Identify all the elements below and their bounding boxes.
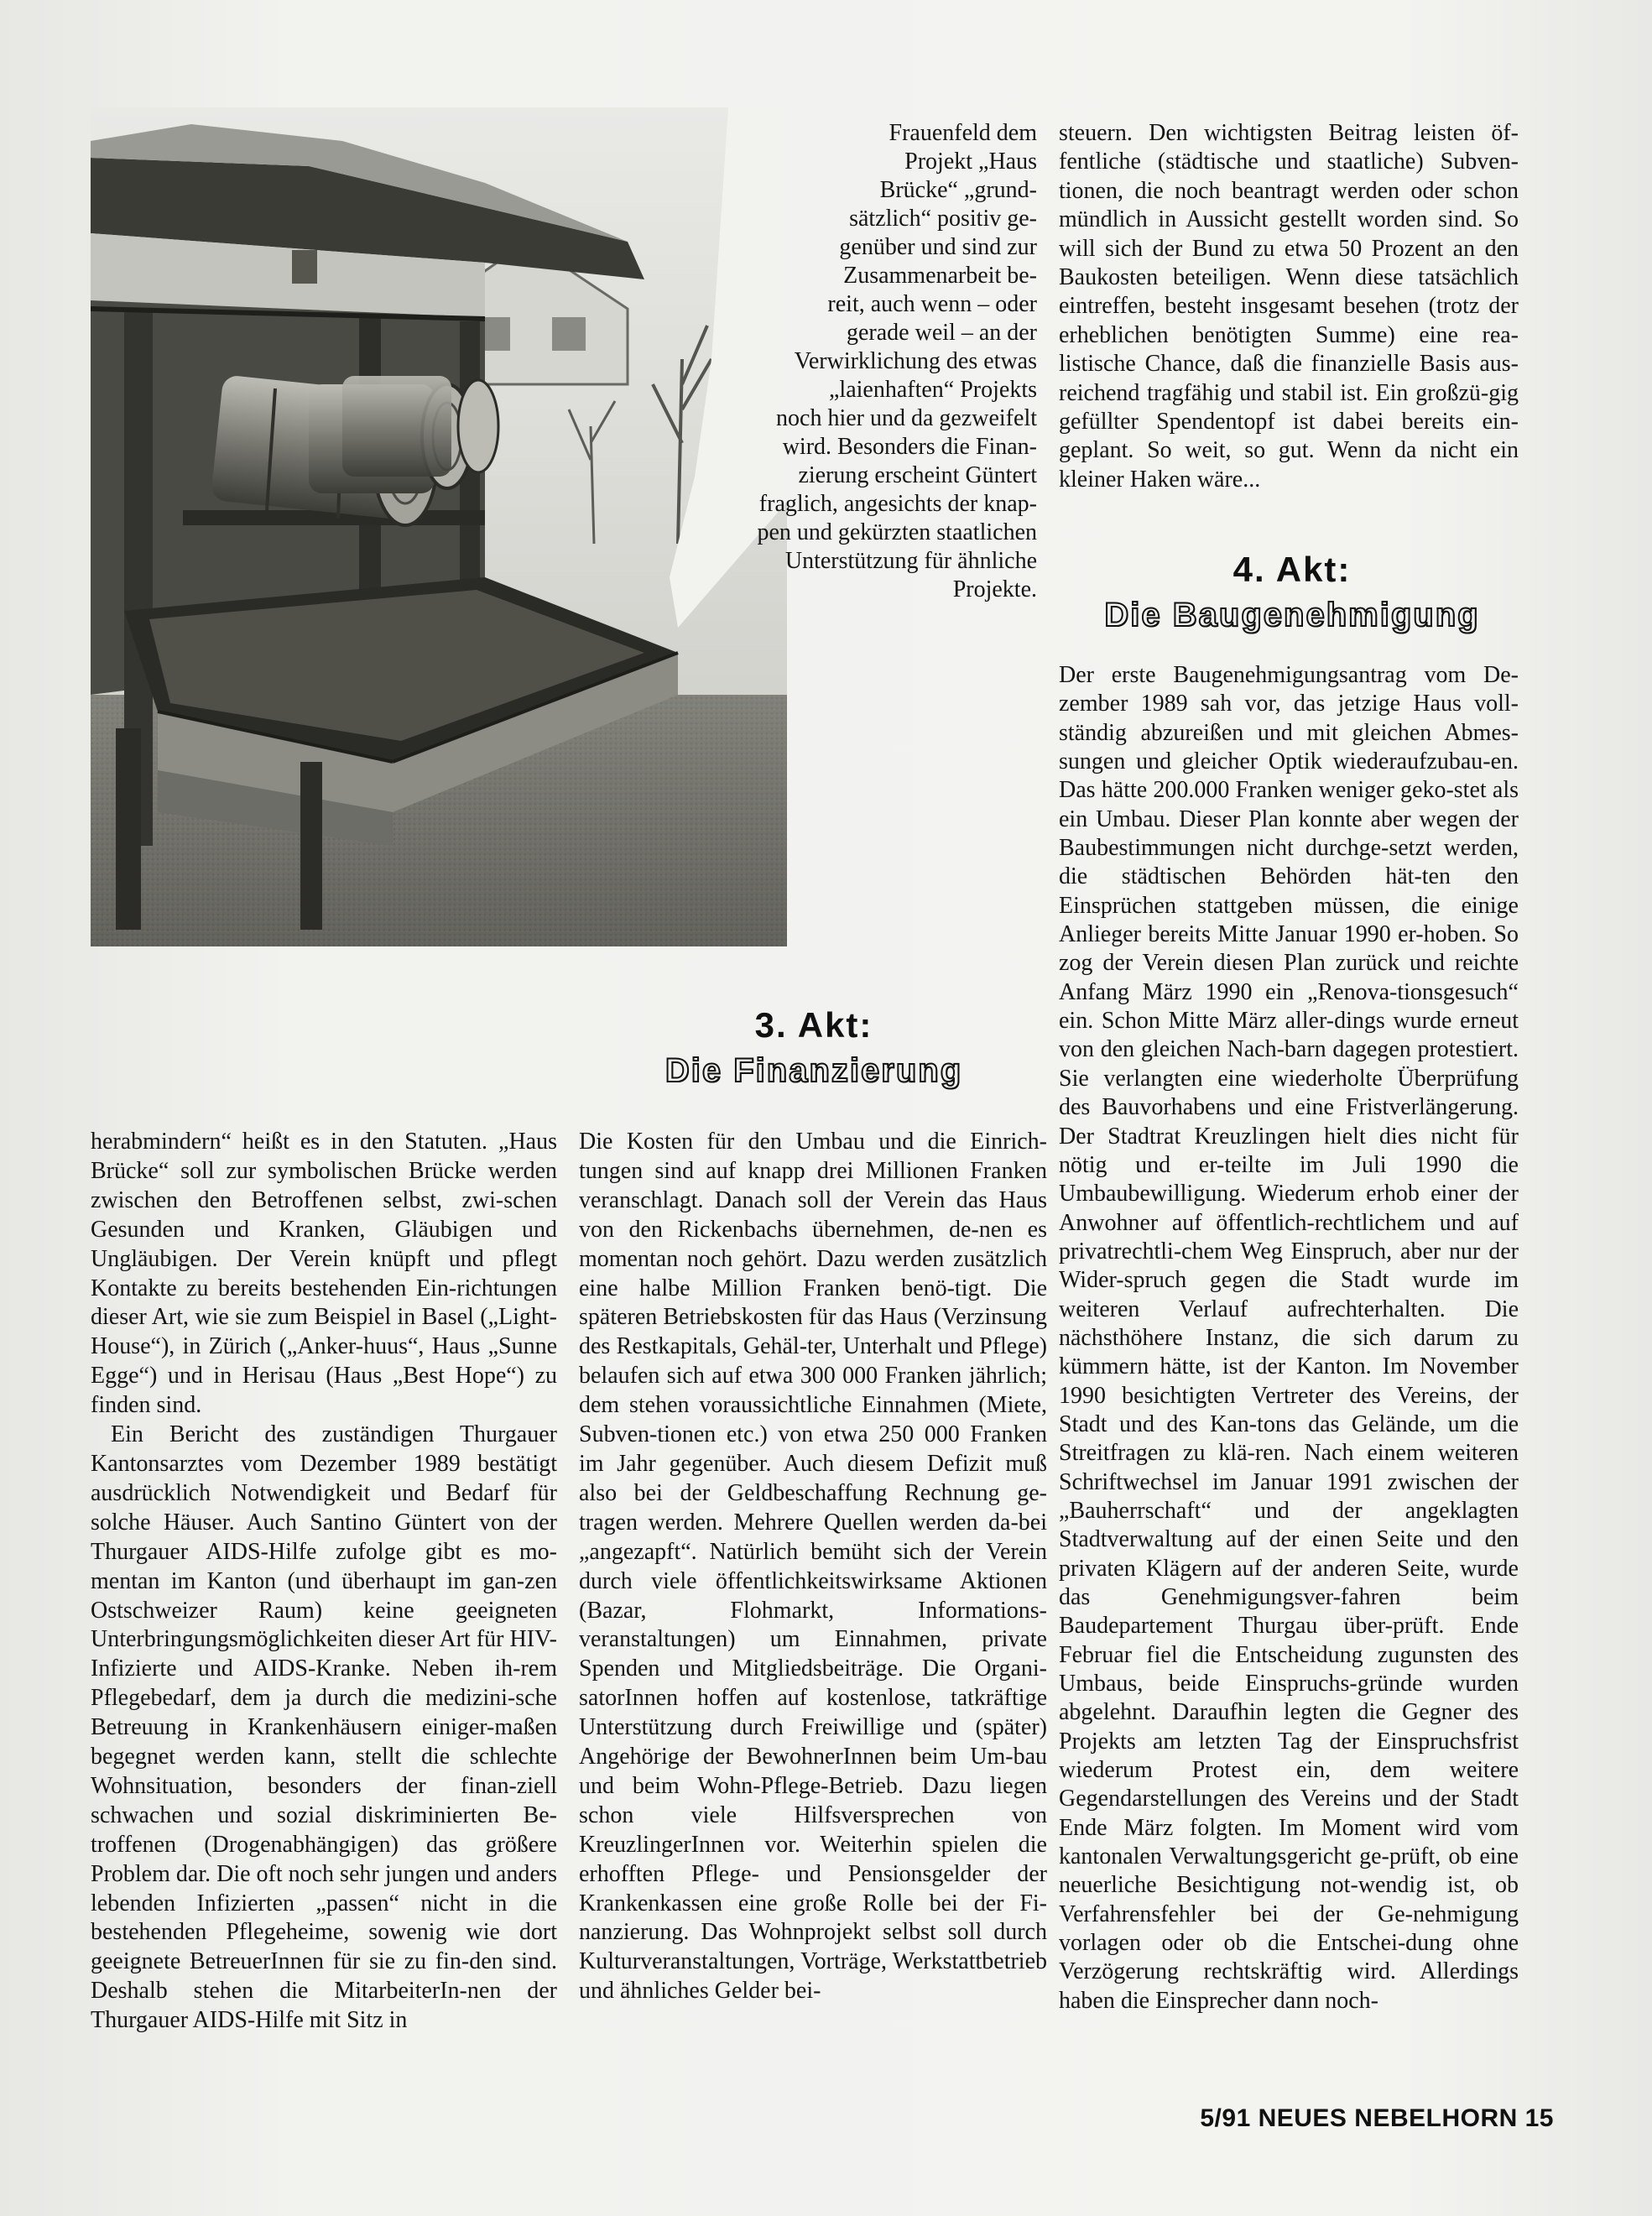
section-number: 4. Akt: [1232,550,1352,589]
text-line: gerade weil – an der [847,320,1037,346]
text-line: Brücke“ „grund- [879,177,1037,203]
text-line: genüber und sind zur [839,234,1037,260]
text-line: Verwirklichung des etwas [794,348,1037,374]
paragraph: Ein Bericht des zuständigen Thurgauer Kantonsarztes vom Dezember 1989 bestätigt ausdrücklich Notwendigkeit und Bedarf für solche Häuser. Auch Santino Güntert von der Thurgauer AIDS-Hilfe zufolge gibt es mo-mentan im Kanton (und überhaupt im gan-zen Ostschweizer Raum) keine geeigneten Unterbringungsmöglichkeiten dieser Art für HIV-Infizierte und AIDS-Kranke. Neben ih-rem Pflegebedarf, dem ja durch die medizini-sche Betreuung in Krankenhäusern einiger-maßen begegnet werden kann, stellt die schlechte Wohnsituation, besonders der finan-ziell schwachen und sozial diskriminierten Be-troffenen (Drogenabhängigen) das größere Problem dar. Die oft noch sehr jungen und anders lebenden Infizierten „passen“ nicht in die bestehenden Pflegeheime, sowenig wie dort geeignete BetreuerInnen für sie zu fin-den sind. Deshalb stehen die MitarbeiterIn-nen der Thurgauer AIDS-Hilfe mit Sitz in [91,1421,557,2034]
right-top-text-column [1059,119,1519,494]
text-line: fraglich, angesichts der knap- [758,491,1037,517]
middle-bottom-text-column [579,1128,1047,2006]
shed-illustration [91,107,787,946]
text-line: wird. Besonders die Finan- [782,434,1037,460]
top-middle-text-column [705,119,1037,604]
section-heading-akt-3 [621,1003,1007,1093]
right-bottom-text-column [1059,661,1519,2015]
text-line: pen und gekürzten staatlichen [757,519,1037,545]
left-text-column [91,1128,557,2036]
text-line: Projekt „Haus [904,149,1037,175]
shed-photo [91,107,787,946]
text-line: Zusammenarbeit be- [843,263,1037,289]
paragraph: steuern. Den wichtigsten Beitrag leisten öf-fentliche (städtische und staatliche) Subven-tionen, die noch beantragt werden oder schon mündlich in Aussicht gestellt worden sind. So will sich der Bund zu etwa 50 Prozent an den Baukosten beteiligen. Wenn diese tatsächlich eintreffen, besteht insgesamt besehen (trotz der erheblichen benötigten Summe) eine rea-listische Chance, daß die finanzielle Basis aus-reichend tragfähig und stabil ist. Ein großzü-gig gefüllter Spendentopf ist dabei bereits ein-geplant. So weit, so gut. Wenn da nicht ein kleiner Haken wäre... [1059,120,1519,493]
text-line: „laienhaften“ Projekts [828,377,1037,403]
text-line: zierung erscheint Güntert [798,462,1037,488]
paragraph: Die Kosten für den Umbau und die Einrich-tungen sind auf knapp drei Millionen Franken veranschlagt. Danach soll der Verein das Haus von den Rickenbachs übernehmen, de-nen es momentan noch gehört. Dazu werden zusätzlich eine halbe Million Franken benö-tigt. Die späteren Betriebskosten für das Haus (Verzinsung des Restkapitals, Gehäl-ter, Unterhalt und Pflege) belaufen sich auf etwa 300 000 Franken jährlich; dem stehen voraussichtliche Einnahmen (Miete, Subven-tionen etc.) von etwa 250 000 Franken im Jahr gegenüber. Auch diesem Defizit muß also bei der Geldbeschaffung Rechnung ge-tragen werden. Mehrere Quellen werden da-bei „angezapft“. Natürlich bemüht sich der Verein durch viele öffentlichkeitswirksame Aktionen (Bazar, Flohmarkt, Informations-veranstaltungen) um Einnahmen, private Spenden und Mitgliedsbeiträge. Die Organi-satorInnen hoffen auf kostenlose, tatkräftige Unterstützung durch Freiwillige und (später) Angehörige der BewohnerInnen beim Um-bau und beim Wohn-Pflege-Betrieb. Dazu liegen schon viele Hilfsversprechen von KreuzlingerInnen vor. Weiterhin spielen die erhofften Pflege- und Pensionsgelder der Krankenkassen eine große Rolle bei der Fi-nanzierung. Das Wohnprojekt selbst soll durch Kulturveranstaltungen, Vorträge, Werkstattbetrieb und ähnliches Gelder bei- [579,1129,1047,2005]
text-line: sätzlich“ positiv ge- [849,206,1037,232]
section-title: Die Baugenehmigung [1104,597,1480,634]
paragraph: herabmindern“ heißt es in den Statuten. „Haus Brücke“ soll zur symbolischen Brücke werden zwischen den Betroffenen selbst, zwi-schen Gesunden und Kranken, Gläubigen und Ungläubigen. Der Verein knüpft und pflegt Kontakte zu bereits bestehenden Ein-richtungen dieser Art, wie sie zum Beispiel in Basel („Light-House“), in Zürich („Anker-huus“, Haus „Sunne Egge“) und in Herisau (Haus „Best Hope“) zu finden sind. [91,1129,557,1419]
text-line: Frauenfeld dem [889,120,1037,146]
section-title: Die Finanzierung [664,1052,963,1089]
section-heading-akt-4 [1066,547,1519,638]
text-line: noch hier und da gezweifelt [776,405,1037,431]
paragraph: Der erste Baugenehmigungsantrag vom De-zember 1989 sah vor, das jetzige Haus voll-ständig abzureißen und mit gleichen Abmes-sungen und gleicher Optik wiederaufzubau-en. Das hätte 200.000 Franken weniger geko-stet als ein Umbau. Dieser Plan konnte aber wegen der Baubestimmungen nicht durchge-setzt werden, die städtischen Behörden hät-ten den Einsprüchen stattgeben müssen, die einige Anlieger bereits Mitte Januar 1990 er-hoben. So zog der Verein diesen Plan zurück und reichte Anfang März 1990 ein „Renova-tionsgesuch“ ein. Schon Mitte März aller-dings wurde erneut von den gleichen Nach-barn dagegen protestiert. Sie verlangten eine wiederholte Überprüfung des Bauvorhabens und eine Fristverlängerung. Der Stadtrat Kreuzlingen hielt dies nicht für nötig und er-teilte im Juli 1990 die Umbaubewilligung. Wiederum erhob einer der Anwohner auf öffentlich-rechtlichem und auf privatrechtli-chem Weg Einspruch, aber nur der Wider-spruch gegen die Stadt wurde im weiteren Verlauf aufrechterhalten. Die nächsthöhere Instanz, die sich darum zu kümmern hätte, ist der Kanton. Im November 1990 besichtigten Vertreter des Vereins, der Stadt und des Kan-tons das Gelände, um die Streitfragen zu klä-ren. Nach einem weiteren Schriftwechsel im Januar 1991 zwischen der „Bauherrschaft“ und der angeklagten Stadtverwaltung auf der einen Seite und den privaten Klägern auf der anderen Seite, wurde das Genehmigungsver-fahren beim Baudepartement Thurgau über-prüft. Ende Februar fiel die Entscheidung zugunsten des Umbaus, beide Einspruchs-gründe wurden abgelehnt. Daraufhin legten die Gegner des Projekts am letzten Tag der Einspruchsfrist wiederum Protest ein, dem weitere Gegendarstellungen des Vereins und der Stadt Ende März folgten. Im Moment wird vom kantonalen Verwaltungsgericht ge-prüft, ob eine neuerliche Besichtigung not-wendig ist, ob Verfahrensfehler bei der Ge-nehmigung vorlagen oder ob die Entschei-dung ohne Verzögerung rechtskräftig wird. Allerdings haben die Einsprecher dann noch- [1059,662,1519,2014]
text-line: reit, auch wenn – oder [827,291,1037,317]
text-line: Unterstützung für ähnliche [784,548,1037,574]
section-number: 3. Akt: [754,1005,873,1045]
page-footer: 5/91 NEUES NEBELHORN 15 [1200,2104,1554,2132]
text-line: Projekte. [952,576,1037,602]
